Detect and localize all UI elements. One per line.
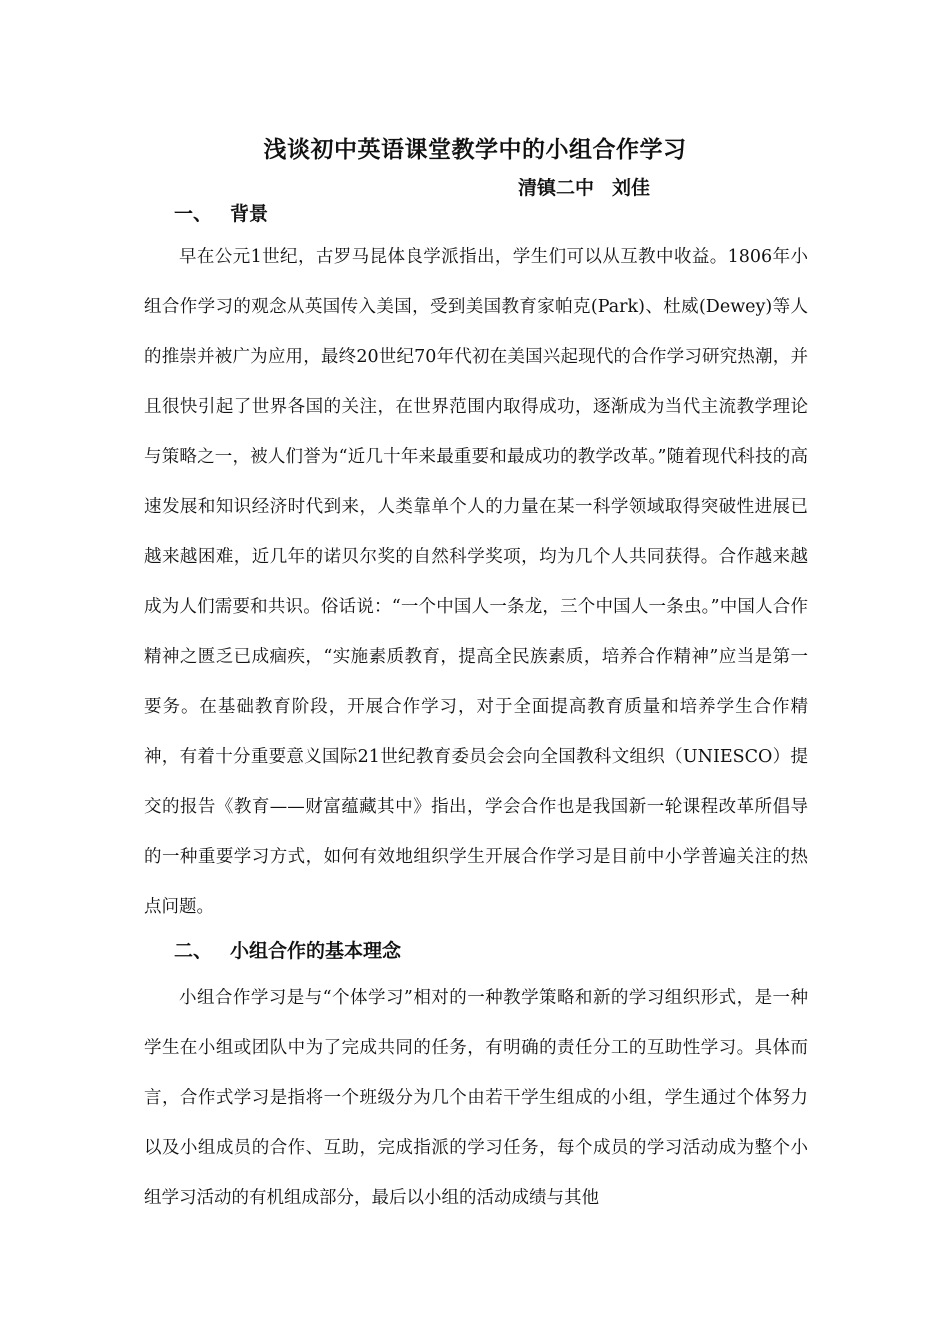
author-line [518,173,650,200]
section-title-2: 小组合作的基本理念 [230,940,402,962]
section-heading-1 [174,199,268,226]
section-paragraph-2: 小组合作学习是与“个体学习”相对的一种教学策略和新的学习组织形式，是一种学生在小组或团队中为了完成共同的任务，有明确的责任分工的互助性学习。具体而言，合作式学习是指将一个班级分为几个由若干学生组成的小组，学生通过个体努力以及小组成员的合作、互助，完成指派的学习任务，每个成员的学习活动成为整个小组学习活动的有机组成部分，最后以小组的活动成绩与其他 [144,988,808,1208]
section-paragraph-1: 早在公元1世纪，古罗马昆体良学派指出，学生们可以从互教中收益。1806年小组合作学习的观念从英国传入美国，受到美国教育家帕克(Park)、杜威(Dewey)等人的推崇并被广为应用，最终20世纪70年代初在美国兴起现代的合作学习研究热潮，并且很快引起了世界各国的关注，在世界范围内取得成功，逐渐成为当代主流教学理论与策略之一，被人们誉为“近几十年来最重要和最成功的教学改革。”随着现代科技的高速发展和知识经济时代到来，人类靠单个人的力量在某一科学领域取得突破性进展已越来越困难，近几年的诺贝尔奖的自然科学奖项，均为几个人共同获得。合作越来越成为人们需要和共识。俗话说：“一个中国人一条龙，三个中国人一条虫。”中国人合作精神之匮乏已成痼疾，“实施素质教育，提高全民族素质，培养合作精神”应当是第一要务。在基础教育阶段，开展合作学习，对于全面提高教育质量和培养学生合作精神，有着十分重要意义国际21世纪教育委员会会向全国教科文组织（UNIESCO）提交的报告《教育——财富蕴藏其中》指出，学会合作也是我国新一轮课程改革所倡导的一种重要学习方式，如何有效地组织学生开展合作学习是目前中小学普遍关注的热点问题。 [144,247,808,917]
document-title: 浅谈初中英语课堂教学中的小组合作学习 [263,136,687,163]
section-title-1: 背景 [230,203,269,225]
author-school: 清镇二中 [518,177,595,199]
author-name: 刘佳 [612,177,651,199]
section-number-2: 二、 [174,940,213,962]
section-heading-2 [174,936,401,963]
section-number-1: 一、 [174,203,213,225]
